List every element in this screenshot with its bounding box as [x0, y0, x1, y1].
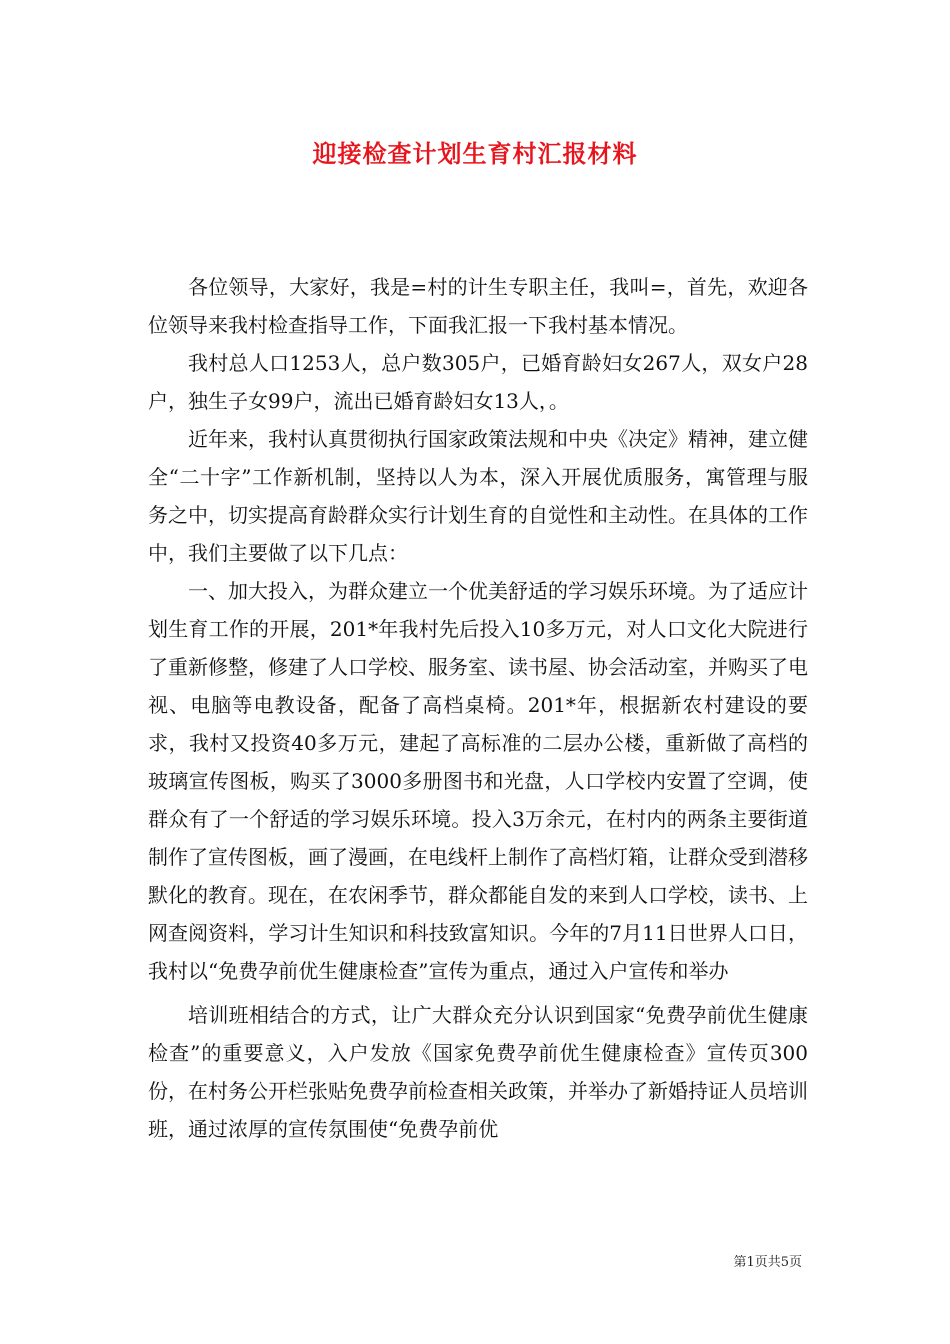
page-number: 第1页共5页	[733, 1255, 802, 1270]
paragraph-population: 我村总人口1253人，总户数305户，已婚育龄妇女267人，双女户28户，独生子女99户，流出已婚育龄妇女13人，。	[148, 351, 808, 413]
page-title: 迎接检查计划生育村汇报材料	[312, 139, 638, 168]
paragraph-investment: 一、加大投入，为群众建立一个优美舒适的学习娱乐环境。为了适应计划生育工作的开展，201*年我村先后投入10多万元，对人口文化大院进行了重新修整，修建了人口学校、服务室、读书屋、协会活动室，并购买了电视、电脑等电教设备，配备了高档桌椅。201*年，根据新农村建设的要求，我村又投资40多万元，建起了高标准的二层办公楼，重新做了高档的玻璃宣传图板，购买了3000多册图书和光盘，人口学校内安置了空调，使群众有了一个舒适的学习娱乐环境。投入3万余元，在村内的两条主要街道制作了宣传图板，画了漫画，在电线杆上制作了高档灯箱，让群众受到潜移默化的教育。现在，在农闲季节，群众都能自发的来到人口学校，读书、上网查阅资料，学习计生知识和科技致富知识。今年的7月11日世界人口日，我村以“免费孕前优生健康检查”宣传为重点，通过入户宣传和举办	[148, 579, 808, 983]
paragraph-overview: 近年来，我村认真贯彻执行国家政策法规和中央《决定》精神，建立健全“二十字”工作新机制，坚持以人为本，深入开展优质服务，寓管理与服务之中，切实提高育龄群众实行计划生育的自觉性和主动性。在具体的工作中，我们主要做了以下几点：	[148, 427, 808, 565]
paragraph-training: 培训班相结合的方式，让广大群众充分认识到国家“免费孕前优生健康检查”的重要意义，入户发放《国家免费孕前优生健康检查》宣传页300份，在村务公开栏张贴免费孕前检查相关政策，并举办了新婚持证人员培训班，通过浓厚的宣传氛围使“免费孕前优	[148, 1003, 808, 1141]
document-body	[148, 268, 808, 1148]
paragraph-greeting: 各位领导，大家好，我是=村的计生专职主任，我叫=，首先，欢迎各位领导来我村检查指导工作，下面我汇报一下我村基本情况。	[148, 275, 808, 337]
